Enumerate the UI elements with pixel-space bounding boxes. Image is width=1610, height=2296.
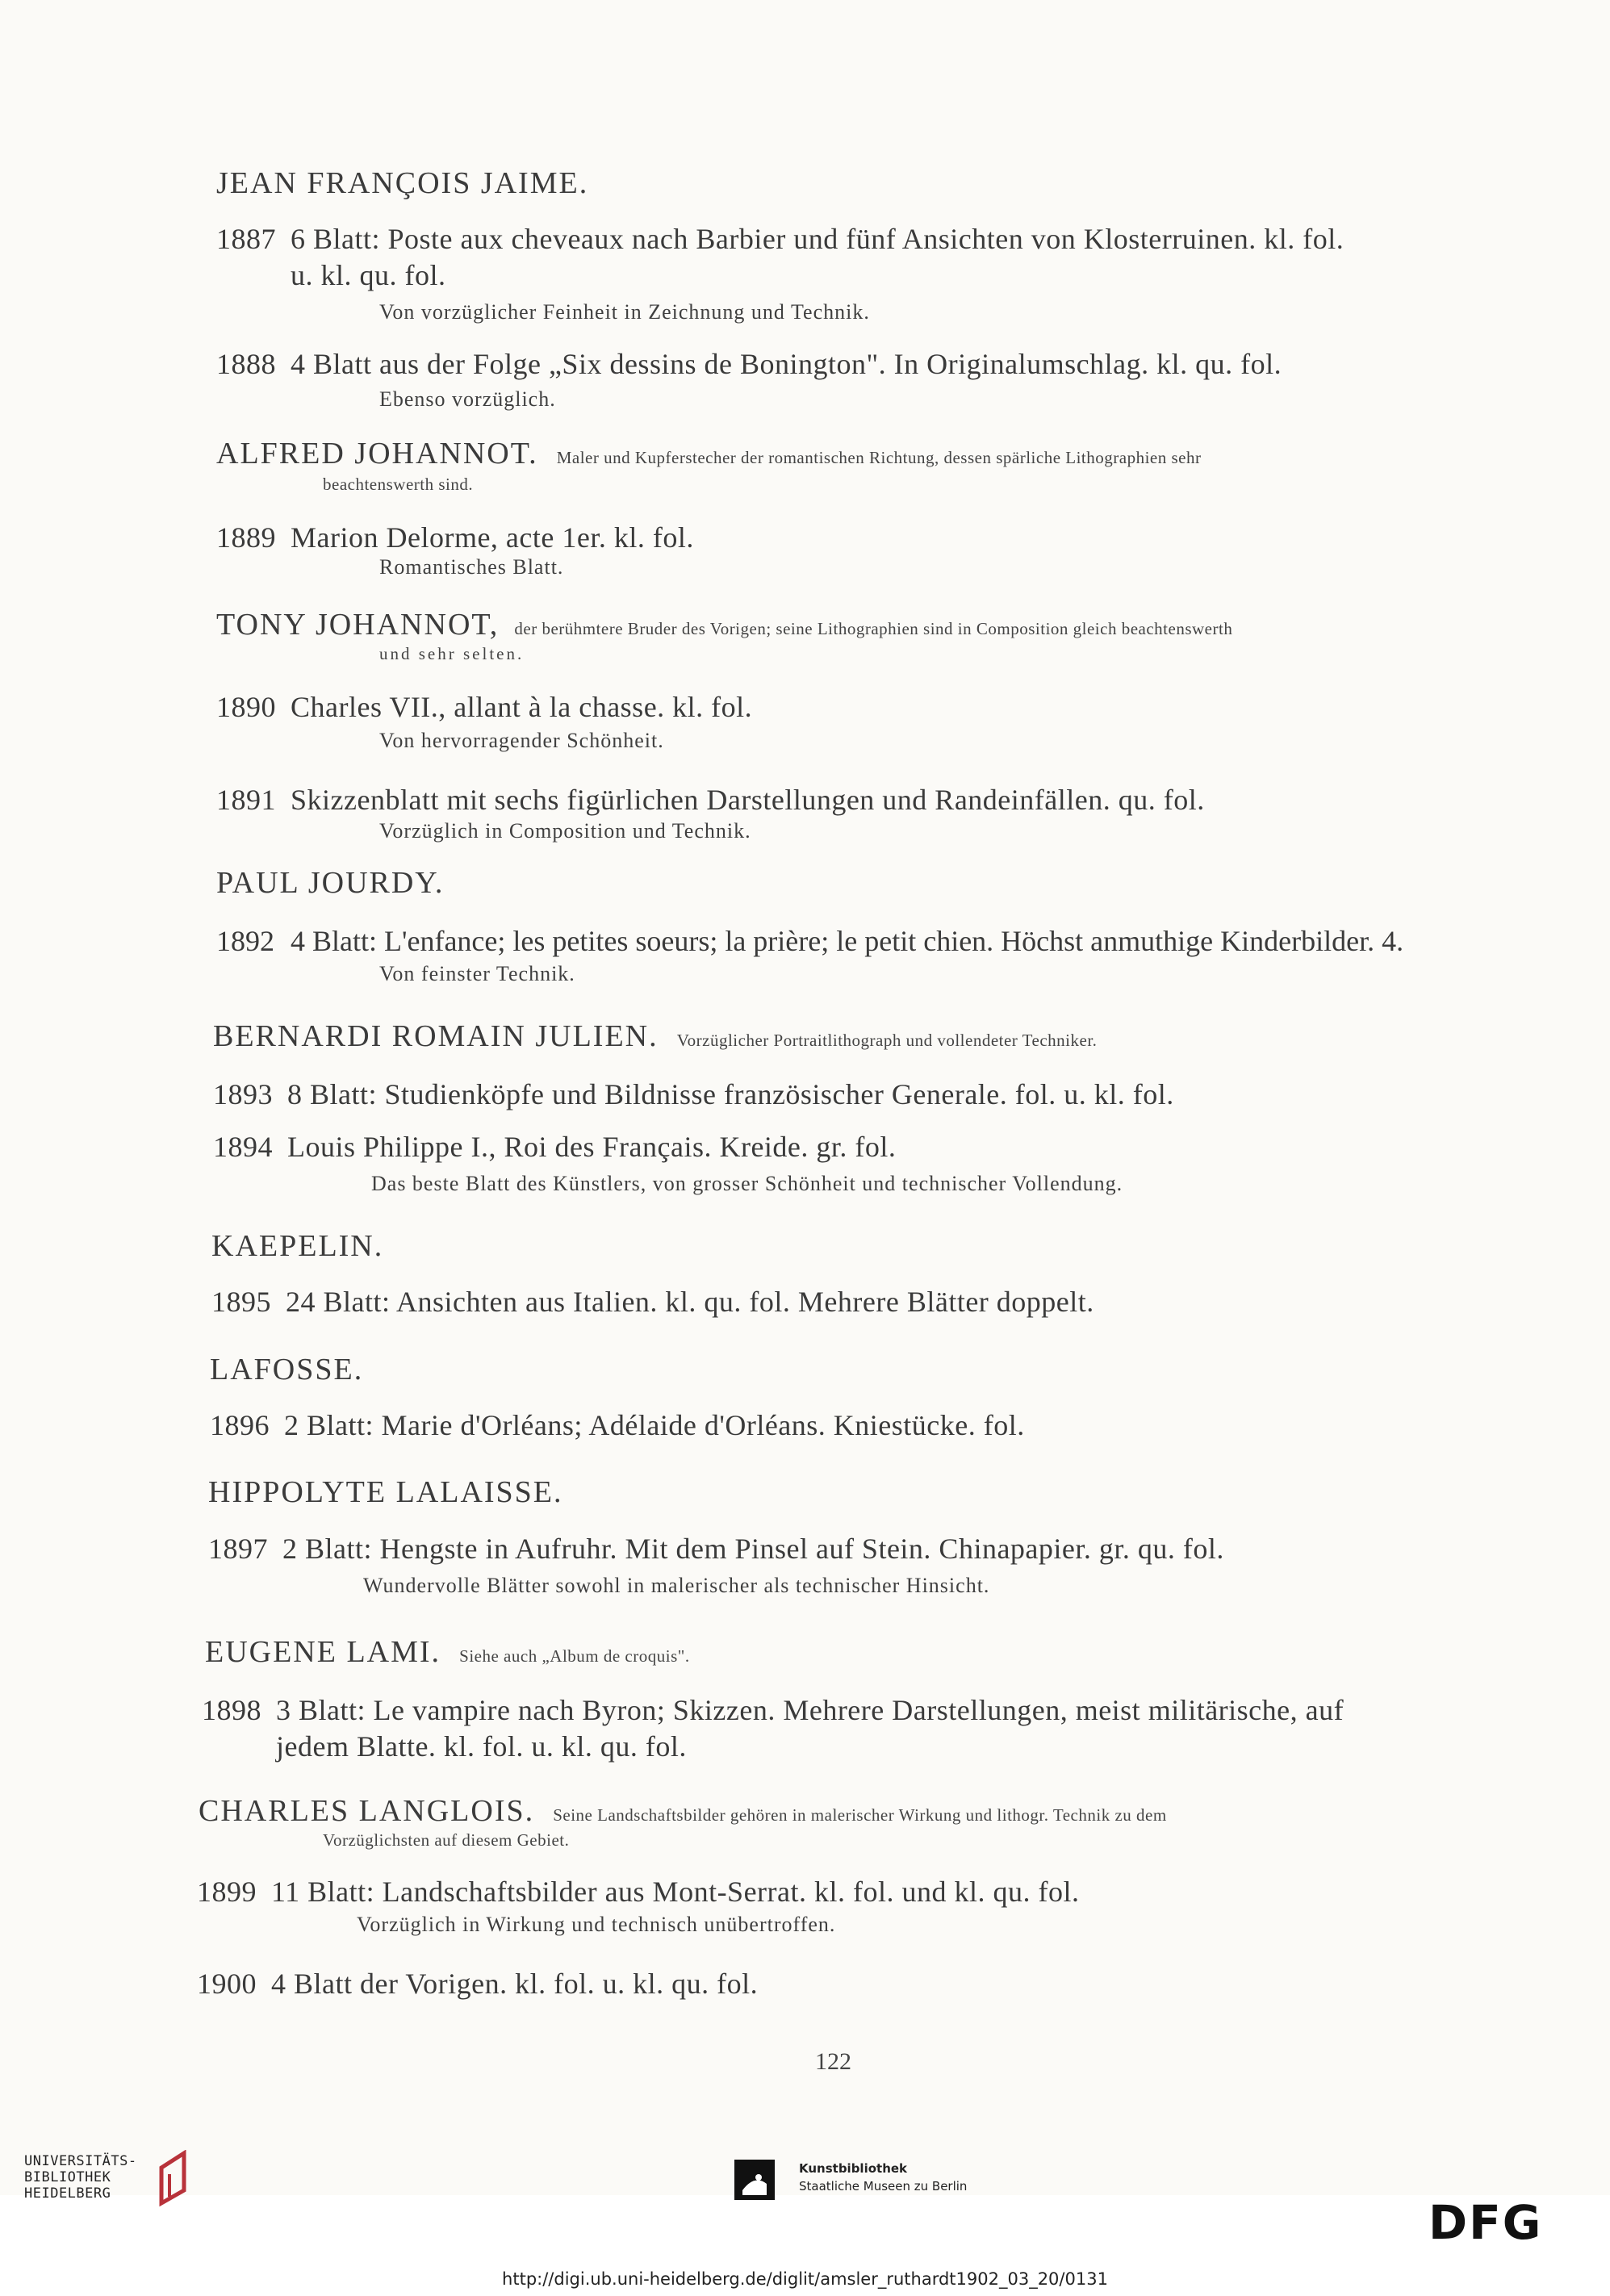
catalog-entry — [216, 690, 752, 724]
artist-note: Maler und Kupferstecher der romantischen Richtung, dessen spärliche Lithographien sehr — [556, 448, 1202, 467]
catalog-entry — [216, 783, 1205, 817]
entry-note: Wundervolle Blätter sowohl in malerischer als technischer Hinsicht. — [363, 1574, 990, 1597]
page-number: 122 — [815, 2048, 851, 2075]
artist-heading: HIPPOLYTE LALAISSE. — [208, 1475, 563, 1509]
artist-block — [199, 1793, 1167, 1829]
artist-note: der berühmtere Bruder des Vorigen; seine Lithographien sind in Composition gleich beachtenswerth — [514, 619, 1233, 638]
entry-text: Marion Delorme, acte 1er. kl. fol. — [291, 521, 694, 554]
catalog-entry — [216, 924, 1403, 958]
university-line: UNIVERSITÄTS- — [24, 2153, 137, 2169]
entry-text: Louis Philippe I., Roi des Français. Kreide. gr. fol. — [287, 1131, 897, 1163]
entry-number: 1897 — [208, 1533, 268, 1565]
university-line: HEIDELBERG — [24, 2185, 111, 2202]
catalog-entry — [216, 222, 1344, 256]
catalog-entry — [210, 1408, 1025, 1442]
artist-block — [216, 436, 1201, 471]
entry-number: 1890 — [216, 691, 276, 723]
entry-number: 1889 — [216, 521, 276, 554]
artist-note-continued: Vorzüglichsten auf diesem Gebiet. — [323, 1830, 570, 1850]
catalog-entry — [216, 521, 694, 554]
entry-text: 4 Blatt: L'enfance; les petites soeurs; la prière; le petit chien. Höchst anmuthige Kinderbilder. 4. — [291, 925, 1404, 957]
artist-note-continued: beachtenswerth sind. — [323, 475, 474, 494]
artist-note: Siehe auch „Album de croquis". — [459, 1646, 690, 1666]
catalog-entry — [208, 1532, 1224, 1566]
catalog-entry — [211, 1285, 1094, 1319]
entry-text: 2 Blatt: Hengste in Aufruhr. Mit dem Pinsel auf Stein. Chinapapier. gr. qu. fol. — [282, 1533, 1224, 1565]
entry-text: Charles VII., allant à la chasse. kl. fol. — [291, 691, 753, 723]
kunstbibliothek-subtitle: Staatliche Museen zu Berlin — [799, 2179, 968, 2194]
artist-heading: EUGENE LAMI. — [205, 1635, 441, 1669]
entry-number: 1892 — [216, 925, 274, 957]
kunstbibliothek-title: Kunstbibliothek — [799, 2161, 908, 2176]
kunstbibliothek-name — [799, 2160, 967, 2195]
entry-number: 1893 — [213, 1078, 273, 1110]
entry-text: 11 Blatt: Landschaftsbilder aus Mont-Serrat. kl. fol. und kl. qu. fol. — [271, 1876, 1080, 1908]
entry-number: 1899 — [197, 1876, 257, 1908]
entry-note: Das beste Blatt des Künstlers, von grosser Schönheit und technischer Vollendung. — [371, 1172, 1123, 1195]
entry-number: 1895 — [211, 1286, 271, 1318]
kunstbibliothek-logo-icon — [734, 2160, 775, 2203]
catalog-entry — [202, 1693, 1344, 1727]
university-library-name — [24, 2153, 137, 2202]
artist-heading: ALFRED JOHANNOT. — [216, 437, 538, 470]
artist-heading: TONY JOHANNOT, — [216, 608, 500, 642]
entry-note: Von feinster Technik. — [379, 962, 575, 985]
entry-text: 3 Blatt: Le vampire nach Byron; Skizzen. Mehrere Darstellungen, meist militärische, auf — [276, 1694, 1344, 1726]
artist-heading: CHARLES LANGLOIS. — [199, 1794, 535, 1828]
entry-number: 1894 — [213, 1131, 273, 1163]
catalog-entry — [197, 1967, 758, 2001]
entry-note: Von hervorragender Schönheit. — [379, 729, 664, 752]
artist-note-continued: und sehr selten. — [379, 644, 525, 663]
entry-text-continued: u. kl. qu. fol. — [291, 259, 446, 291]
artist-heading: LAFOSSE. — [210, 1353, 364, 1386]
entry-number: 1887 — [216, 223, 276, 255]
entry-text: 4 Blatt aus der Folge „Six dessins de Bonington". In Originalumschlag. kl. qu. fol. — [291, 348, 1282, 380]
entry-text: 4 Blatt der Vorigen. kl. fol. u. kl. qu. fol. — [271, 1968, 759, 2000]
entry-note: Vorzüglich in Composition und Technik. — [379, 819, 751, 843]
university-line: BIBLIOTHEK — [24, 2169, 111, 2185]
entry-number: 1888 — [216, 348, 276, 380]
artist-block — [213, 1018, 1097, 1054]
catalog-entry — [213, 1077, 1174, 1111]
entry-note: Romantisches Blatt. — [379, 555, 564, 579]
entry-text: Skizzenblatt mit sechs figürlichen Darstellungen und Randeinfällen. qu. fol. — [291, 784, 1205, 816]
artist-heading: PAUL JOURDY. — [216, 866, 445, 900]
entry-note: Von vorzüglicher Feinheit in Zeichnung und Technik. — [379, 300, 870, 324]
dfg-logo: DFG — [1428, 2195, 1543, 2250]
artist-heading: KAEPELIN. — [211, 1229, 384, 1263]
entry-note: Vorzüglich in Wirkung und technisch unübertroffen. — [357, 1913, 836, 1936]
entry-number: 1900 — [197, 1968, 257, 2000]
entry-text: 8 Blatt: Studienköpfe und Bildnisse französischer Generale. fol. u. kl. fol. — [287, 1078, 1174, 1110]
entry-text: 6 Blatt: Poste aux cheveaux nach Barbier und fünf Ansichten von Klosterruinen. kl. fol. — [291, 223, 1344, 255]
entry-text: 24 Blatt: Ansichten aus Italien. kl. qu. fol. Mehrere Blätter doppelt. — [286, 1286, 1094, 1318]
artist-block — [205, 1634, 690, 1670]
source-url[interactable]: http://digi.ub.uni-heidelberg.de/diglit/amsler_ruthardt1902_03_20/0131 — [502, 2269, 1108, 2289]
artist-heading: JEAN FRANÇOIS JAIME. — [216, 166, 589, 200]
entry-text-continued: jedem Blatte. kl. fol. u. kl. qu. fol. — [276, 1730, 687, 1763]
catalog-entry — [197, 1875, 1080, 1909]
entry-number: 1898 — [202, 1694, 261, 1726]
artist-block — [216, 607, 1232, 642]
catalog-entry — [216, 347, 1282, 381]
entry-number: 1896 — [210, 1409, 270, 1441]
artist-note: Vorzüglicher Portraitlithograph und vollendeter Techniker. — [676, 1031, 1098, 1050]
entry-text: 2 Blatt: Marie d'Orléans; Adélaide d'Orléans. Kniestücke. fol. — [284, 1409, 1025, 1441]
university-logo-icon — [152, 2150, 192, 2211]
entry-number: 1891 — [216, 784, 276, 816]
catalog-entry — [213, 1130, 896, 1164]
entry-note: Ebenso vorzüglich. — [379, 387, 556, 411]
artist-heading: BERNARDI ROMAIN JULIEN. — [213, 1019, 659, 1053]
artist-note: Seine Landschaftsbilder gehören in malerischer Wirkung und lithogr. Technik zu dem — [553, 1805, 1167, 1825]
